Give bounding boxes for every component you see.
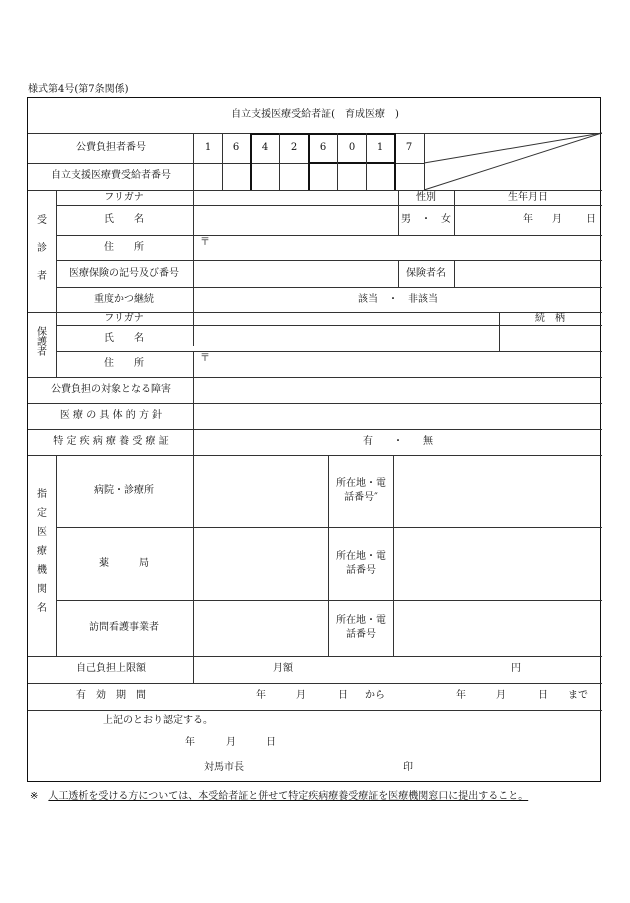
validity-from-day: 日: [338, 690, 348, 701]
mayor-title: 対馬市長: [204, 762, 244, 773]
validity-label: 有 効 期 間: [76, 690, 146, 701]
severity-label: 重度かつ継続: [94, 294, 154, 305]
recipient-number-field[interactable]: [194, 164, 423, 189]
guardian-section-label: 保 護 者: [37, 327, 47, 358]
cert-year: 年: [185, 737, 195, 748]
birth-year: 年: [523, 214, 533, 225]
seal-mark: 印: [403, 762, 413, 773]
payer-digit: 1: [204, 142, 212, 153]
payer-number-label: 公費負担者番号: [76, 142, 146, 153]
certification-text: 上記のとおり認定する。: [103, 715, 213, 726]
cert-day: 日: [266, 737, 276, 748]
treatment-policy-label: 医 療 の 具 体 的 方 針: [59, 410, 163, 421]
payer-digit: 2: [290, 142, 298, 153]
recipient-number-label: 自立支援医療費受給者番号: [51, 170, 171, 181]
footnote: [30, 787, 528, 802]
home-nursing-label: 訪問看護事業者: [89, 622, 159, 633]
certificate-title: 自立支援医療受給者証( 育成医療 ): [231, 109, 399, 120]
copay-limit-label: 自己負担上限額: [76, 663, 146, 674]
footnote-text: 人工透析を受ける方については、本受給者証と併せて特定疾病療養受療証を医療機関窓口に提出すること。: [48, 791, 529, 802]
birth-day: 日: [586, 214, 596, 225]
guardian-address-label: 住 所: [104, 358, 144, 369]
payer-digit: 7: [405, 142, 413, 153]
insurer-name-label: 保険者名: [406, 268, 446, 279]
birth-month: 月: [552, 214, 562, 225]
pharmacy-location-label: 所在地・電: [336, 551, 386, 562]
guardian-furigana-label: フリガナ: [104, 313, 144, 324]
patient-furigana-label: フリガナ: [104, 192, 144, 203]
severity-options[interactable]: 該当 ・ 非該当: [358, 294, 438, 305]
certificate-form: [27, 97, 601, 782]
postal-mark-icon: 〒: [200, 353, 210, 364]
payer-digit: 0: [348, 142, 356, 153]
validity-to-year: 年: [456, 690, 466, 701]
yen-label: 円: [511, 663, 521, 674]
relation-label: 続 柄: [535, 313, 565, 324]
footnote-mark: ※: [30, 791, 39, 802]
form-id: 様式第4号(第7条関係): [28, 84, 129, 95]
specific-disease-label: 特 定 疾 病 療 養 受 療 証: [53, 436, 169, 447]
validity-from-month: 月: [296, 690, 306, 701]
patient-address-label: 住 所: [104, 242, 144, 253]
payer-digit: 6: [232, 142, 240, 153]
patient-name-label: 氏 名: [104, 214, 144, 225]
cert-month: 月: [226, 737, 236, 748]
validity-from: から: [365, 690, 385, 701]
monthly-label: 月額: [273, 663, 293, 674]
gender-label: 性別: [416, 192, 436, 203]
payer-digit: 1: [376, 142, 384, 153]
home-nursing-location-label-2: 話番号: [346, 629, 376, 640]
validity-from-year: 年: [256, 690, 266, 701]
patient-section-label: 受 診 者: [37, 215, 47, 282]
validity-to: まで: [568, 690, 588, 701]
specific-disease-options[interactable]: 有 ・ 無: [363, 436, 433, 447]
insurance-number-label: 医療保険の記号及び番号: [69, 268, 179, 279]
hospital-location-label: 所在地・電: [336, 478, 386, 489]
hospital-location-label-2: 話番号″: [344, 492, 378, 503]
institutions-section-label: 指 定 医 療 機 関 名: [37, 489, 47, 614]
patient-name-field[interactable]: [194, 206, 397, 234]
validity-to-day: 日: [538, 690, 548, 701]
payer-digit: 6: [319, 142, 327, 153]
gender-options[interactable]: 男 ・ 女: [401, 214, 451, 225]
guardian-name-label: 氏 名: [104, 333, 144, 344]
birthdate-label: 生年月日: [508, 192, 548, 203]
postal-mark-icon: 〒: [200, 237, 210, 248]
pharmacy-label: 薬 局: [99, 558, 149, 569]
validity-to-month: 月: [496, 690, 506, 701]
payer-digit: 4: [261, 142, 269, 153]
pharmacy-location-label-2: 話番号: [346, 565, 376, 576]
hospital-label: 病院・診療所: [94, 485, 154, 496]
disability-label: 公費負担の対象となる障害: [51, 384, 171, 395]
home-nursing-location-label: 所在地・電: [336, 615, 386, 626]
